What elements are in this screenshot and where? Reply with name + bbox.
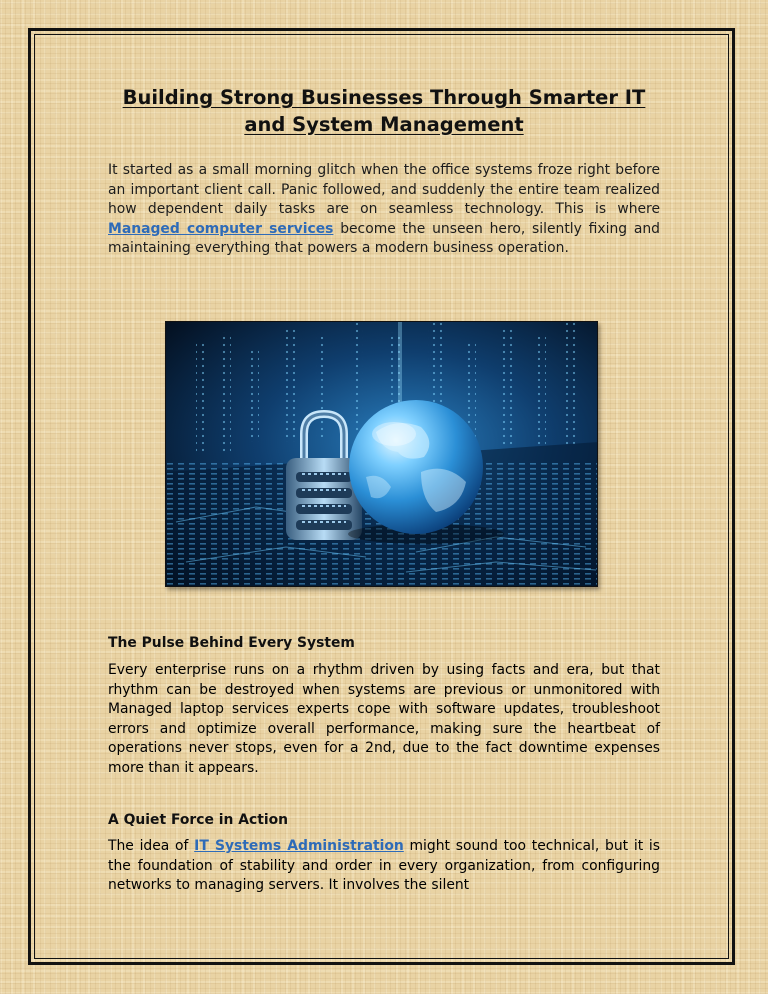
security-globe-image: [165, 321, 598, 587]
section-paragraph-quiet-force: [108, 837, 660, 896]
section-heading-quiet-force: A Quiet Force in Action: [108, 812, 289, 828]
section2-text-before: The idea of: [108, 838, 195, 854]
intro-text-after: become the unseen hero, silently fixing and maintaining everything that powers a modern business operation.: [108, 220, 660, 256]
page-title: Building Strong Businesses Through Smarter IT and System Management: [122, 86, 646, 136]
intro-text-before: It started as a small morning glitch when the office systems froze right before an important client call. Panic followed, and suddenly the entire team realized how dependent daily tasks are on seamless technology. This is where: [108, 162, 660, 217]
it-systems-administration-link[interactable]: IT Systems Administration: [194, 838, 404, 854]
section-paragraph-pulse: Every enterprise runs on a rhythm driven by using facts and era, but that rhythm can be destroyed when systems are previous or unmonitored with Managed laptop services experts cope with software updates, troubleshoot errors and optimize overall performance, making sure the heartbeat of operations never stops, even for a 2nd, due to the fact downtime expenses more than it appears.: [108, 662, 660, 776]
intro-block: [108, 84, 660, 259]
managed-computer-services-link[interactable]: Managed computer services: [108, 220, 334, 237]
section-heading-pulse: The Pulse Behind Every System: [108, 635, 355, 651]
section2-text-after: might sound too technical, but it is the foundation of stability and order in every organization, from configuring networks to managing servers. It involves the silent: [108, 838, 660, 893]
intro-paragraph: [108, 161, 660, 259]
